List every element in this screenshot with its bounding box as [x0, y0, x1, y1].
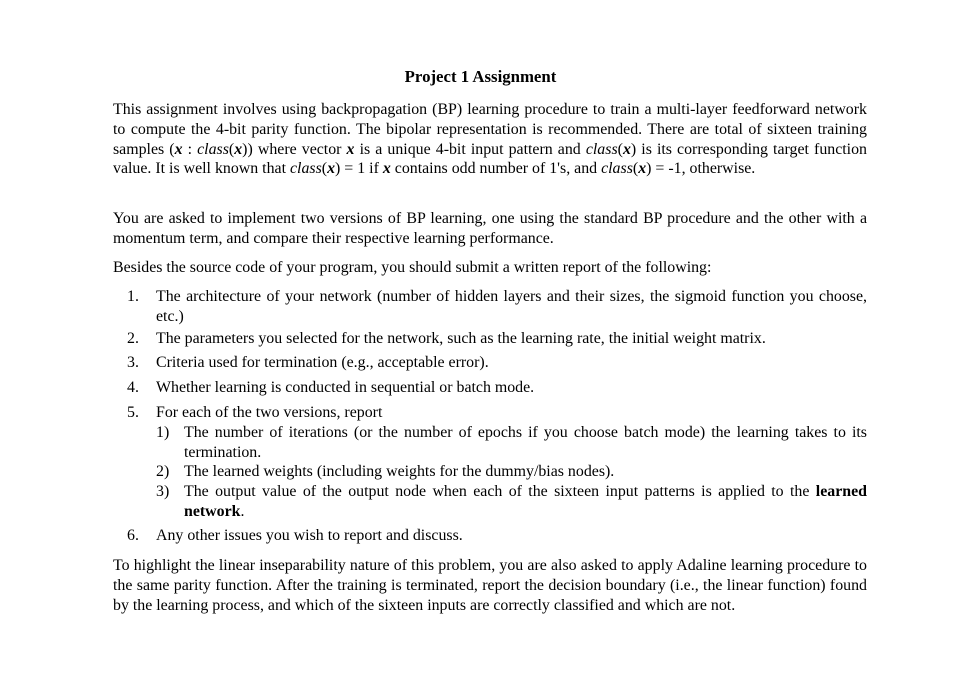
paragraph-intro: This assignment involves using backpropagation (BP) learning procedure to train a multi-layer feedforward network to compute the 4-bit parity function. The bipolar representation is recommended. There are total of sixteen training samples (x : class(x)) where vector x is a unique 4-bit input pattern and class(x) is its corresponding target function value. It is well known that class(x) = 1 if x contains odd number of 1's, and class(x) = -1, otherwise. — [113, 101, 867, 178]
list-number: 1. — [127, 288, 139, 305]
list-number: 4. — [127, 379, 139, 396]
list-text: For each of the two versions, report — [156, 404, 383, 421]
intro-text-6: contains odd number of 1's, and — [390, 160, 602, 178]
list-number: 2. — [127, 330, 139, 347]
paragraph-report-intro: Besides the source code of your program, you should submit a written report of the following: — [113, 259, 712, 276]
paragraph-adaline: To highlight the linear inseparability nature of this problem, you are also asked to apply Adaline learning procedure to the same parity function. After the training is terminated, report the decision boundary (i.e., the linear function) found by the learning process, and which of the sixteen inputs are correctly classified and which are not. — [113, 557, 867, 614]
intro-colon: : — [182, 140, 198, 158]
intro-text-4: is its corresponding target function value. It is well known that — [113, 140, 867, 178]
var-x: x — [346, 140, 355, 158]
paragraph-versions: You are asked to implement two versions of BP learning, one using the standard BP procedure and the other with a momentum term, and compare their respective learning performance. — [113, 210, 867, 247]
intro-text-7: = -1, otherwise. — [651, 160, 756, 178]
sublist-text: The number of iterations (or the number of epochs if you choose batch mode) the learning takes to its termination. — [184, 424, 867, 461]
list-text: The architecture of your network (number of hidden layers and their sizes, the sigmoid function you choose, etc.) — [156, 288, 867, 325]
sublist-text: The output value of the output node when each of the sixteen input patterns is applied to the learned network. — [184, 483, 867, 520]
var-class: class — [585, 140, 618, 158]
var-x: x — [327, 160, 336, 178]
document-title: Project 1 Assignment — [404, 67, 557, 86]
var-x: x — [234, 140, 243, 158]
var-class: class — [289, 160, 322, 178]
sublist-number: 3) — [156, 483, 170, 500]
var-class: class — [197, 140, 229, 158]
sublist-number: 2) — [156, 463, 170, 480]
intro-text-1: This assignment involves using backpropagation (BP) learning procedure to train a multi-layer feedforward network to compute the 4-bit parity function. The bipolar representation is recommended. There are total of sixteen training samples ( — [113, 101, 867, 158]
list-number: 3. — [127, 354, 139, 371]
sublist-number: 1) — [156, 424, 170, 441]
list-number: 5. — [127, 404, 139, 421]
var-x: x — [382, 160, 391, 178]
sublist-text: The learned weights (including weights for the dummy/bias nodes). — [184, 463, 615, 480]
list-number: 6. — [127, 527, 139, 544]
list-text: Criteria used for termination (e.g., acceptable error). — [156, 354, 489, 371]
var-x: x — [622, 140, 631, 158]
var-x: x — [174, 140, 183, 158]
intro-text-3: is a unique 4-bit input pattern and — [354, 140, 586, 158]
bold-phrase: learned network — [184, 483, 867, 520]
intro-text-2: ) where vector — [247, 140, 347, 158]
list-text: Any other issues you wish to report and discuss. — [156, 527, 463, 544]
var-x: x — [638, 160, 647, 178]
var-class: class — [601, 160, 633, 178]
list-text: The parameters you selected for the network, such as the learning rate, the initial weight matrix. — [156, 330, 766, 347]
list-text: Whether learning is conducted in sequential or batch mode. — [156, 379, 535, 396]
intro-text-5: = 1 if — [340, 160, 383, 178]
